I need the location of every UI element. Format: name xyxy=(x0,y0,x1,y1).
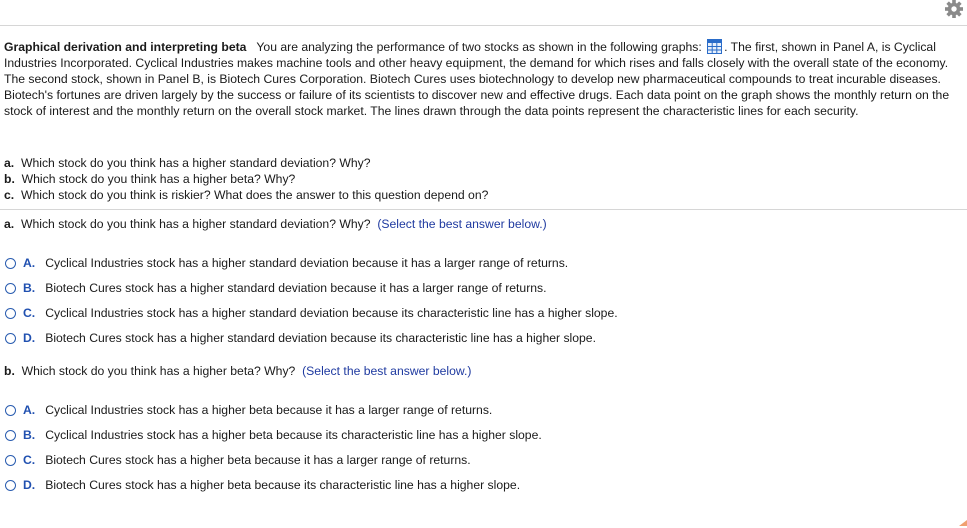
intro-text-continued: . The first, shown in Panel A, is Cyclical Industries Incorporated. Cyclical Industries makes machine tools and other heavy equipment, the demand for which rises and falls closely with the overall state of the economy. The second stock, shown in Panel B, is Biotech Cures Corporation. Biotech Cures uses biotechnology to develop new pharmaceutical compounds to treat incurable diseases. Biotech's fortunes are driven largely by the success or failure of its scientists to discover new and effective drugs. Each data point on the graph shows the monthly return on the stock of interest and the monthly return on the overall stock market. The lines drawn through the data points represent the characteristic lines for each security. xyxy=(4,40,950,118)
option-letter: C. xyxy=(23,453,36,467)
corner-marker-icon xyxy=(959,520,967,526)
question-item xyxy=(4,171,962,187)
option-text: Cyclical Industries stock has a higher beta because it has a larger range of returns. xyxy=(45,403,493,417)
option-text: Biotech Cures stock has a higher beta because its characteristic line has a higher slope. xyxy=(45,478,521,492)
option-letter: B. xyxy=(23,281,36,295)
part-b-question: Which stock do you think has a higher beta? Why? xyxy=(21,364,296,378)
option-letter: C. xyxy=(23,306,36,320)
question-letter: b. xyxy=(4,172,15,186)
part-a-instruction: (Select the best answer below.) xyxy=(377,217,547,231)
problem-intro xyxy=(4,39,962,119)
part-a-option-a[interactable] xyxy=(4,254,568,272)
question-list xyxy=(4,155,962,203)
grid-table-icon[interactable] xyxy=(707,39,722,54)
radio-button[interactable] xyxy=(5,258,16,269)
part-b-letter: b. xyxy=(4,364,15,378)
option-letter: A. xyxy=(23,256,36,270)
question-letter: a. xyxy=(4,156,15,170)
problem-title: Graphical derivation and interpreting beta xyxy=(4,40,247,54)
option-text: Cyclical Industries stock has a higher standard deviation because its characteristic line has a higher slope. xyxy=(45,306,618,320)
part-a-option-c[interactable] xyxy=(4,304,618,322)
top-divider xyxy=(0,25,967,26)
question-item xyxy=(4,155,962,171)
radio-button[interactable] xyxy=(5,333,16,344)
part-a-letter: a. xyxy=(4,217,15,231)
radio-button[interactable] xyxy=(5,405,16,416)
part-b-prompt xyxy=(4,363,471,379)
part-a-option-d[interactable] xyxy=(4,329,596,347)
option-text: Biotech Cures stock has a higher standard deviation because its characteristic line has a higher slope. xyxy=(45,331,596,345)
option-letter: B. xyxy=(23,428,36,442)
part-b-option-b[interactable] xyxy=(4,426,542,444)
question-text: Which stock do you think is riskier? What does the answer to this question depend on? xyxy=(20,188,489,202)
option-letter: A. xyxy=(23,403,36,417)
radio-button[interactable] xyxy=(5,455,16,466)
question-text: Which stock do you think has a higher beta? Why? xyxy=(21,172,296,186)
radio-button[interactable] xyxy=(5,308,16,319)
option-letter: D. xyxy=(23,478,36,492)
gear-icon[interactable] xyxy=(945,0,963,18)
option-text: Cyclical Industries stock has a higher beta because its characteristic line has a higher slope. xyxy=(45,428,542,442)
question-item xyxy=(4,187,962,203)
section-divider xyxy=(0,209,967,210)
option-text: Biotech Cures stock has a higher beta because it has a larger range of returns. xyxy=(45,453,471,467)
question-letter: c. xyxy=(4,188,15,202)
option-text: Biotech Cures stock has a higher standard deviation because it has a larger range of returns. xyxy=(45,281,547,295)
radio-button[interactable] xyxy=(5,430,16,441)
option-text: Cyclical Industries stock has a higher standard deviation because it has a larger range of returns. xyxy=(45,256,569,270)
part-b-option-a[interactable] xyxy=(4,401,492,419)
part-b-instruction: (Select the best answer below.) xyxy=(302,364,472,378)
part-b-option-c[interactable] xyxy=(4,451,471,469)
part-a-prompt xyxy=(4,216,547,232)
radio-button[interactable] xyxy=(5,480,16,491)
intro-text: You are analyzing the performance of two stocks as shown in the following graphs: xyxy=(256,40,702,54)
option-letter: D. xyxy=(23,331,36,345)
part-b-option-d[interactable] xyxy=(4,476,520,494)
part-a-question: Which stock do you think has a higher standard deviation? Why? xyxy=(20,217,371,231)
radio-button[interactable] xyxy=(5,283,16,294)
question-text: Which stock do you think has a higher standard deviation? Why? xyxy=(20,156,371,170)
part-a-option-b[interactable] xyxy=(4,279,547,297)
